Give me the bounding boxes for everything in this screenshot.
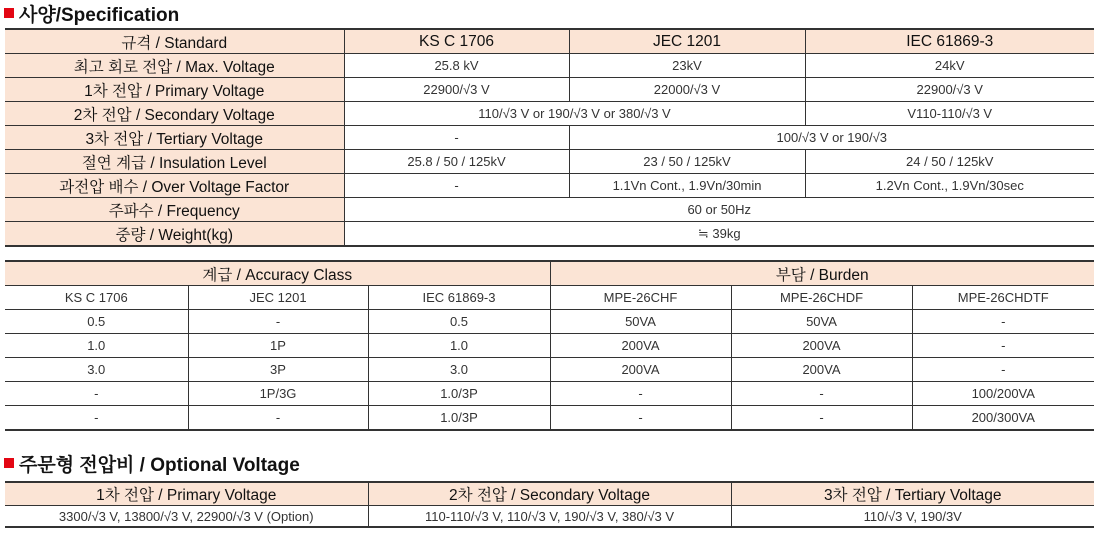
table-row — [5, 334, 1094, 358]
optional-header-row — [5, 482, 1094, 506]
optional-header-secondary: 2차 전압 / Secondary Voltage — [368, 482, 731, 506]
accuracy-cell: 200VA — [550, 358, 731, 382]
accuracy-col-header: IEC 61869-3 — [368, 286, 550, 310]
accuracy-cell: 50VA — [731, 310, 912, 334]
accuracy-col-header: JEC 1201 — [188, 286, 368, 310]
spec-cell: 25.8 kV — [344, 54, 569, 78]
accuracy-col-header: KS C 1706 — [5, 286, 188, 310]
accuracy-cell: 1.0 — [5, 334, 188, 358]
burden-header: 부담 / Burden — [550, 261, 1094, 286]
accuracy-cell: 1P — [188, 334, 368, 358]
accuracy-cell: 3.0 — [368, 358, 550, 382]
optional-header-primary: 1차 전압 / Primary Voltage — [5, 482, 368, 506]
spec-cell: - — [344, 174, 569, 198]
accuracy-cell: - — [731, 406, 912, 431]
spec-row-over-voltage-factor — [5, 174, 1094, 198]
accuracy-column-header-row — [5, 286, 1094, 310]
accuracy-cell: 200VA — [550, 334, 731, 358]
spec-row-primary-voltage — [5, 78, 1094, 102]
spec-cell: 23kV — [569, 54, 805, 78]
spec-row-label: 최고 회로 전압 / Max. Voltage — [5, 54, 344, 78]
spec-header-jec: JEC 1201 — [569, 29, 805, 54]
spec-row-weight — [5, 222, 1094, 247]
accuracy-col-header: MPE-26CHF — [550, 286, 731, 310]
spec-row-label: 절연 계급 / Insulation Level — [5, 150, 344, 174]
accuracy-cell: 200/300VA — [912, 406, 1094, 431]
spec-cell: 24kV — [805, 54, 1094, 78]
spec-cell: - — [344, 126, 569, 150]
spec-row-label: 2차 전압 / Secondary Voltage — [5, 102, 344, 126]
optional-title-text: 주문형 전압비 / Optional Voltage — [19, 454, 300, 476]
spec-table — [5, 28, 1094, 247]
table-row — [5, 310, 1094, 334]
spec-cell: 100/√3 V or 190/√3 — [569, 126, 1094, 150]
optional-cell-primary: 3300/√3 V, 13800/√3 V, 22900/√3 V (Option) — [5, 506, 368, 528]
accuracy-col-header: MPE-26CHDF — [731, 286, 912, 310]
spec-row-label: 주파수 / Frequency — [5, 198, 344, 222]
accuracy-cell: 200VA — [731, 358, 912, 382]
spec-cell: 25.8 / 50 / 125kV — [344, 150, 569, 174]
accuracy-cell: - — [5, 406, 188, 431]
spec-cell: 1.2Vn Cont., 1.9Vn/30sec — [805, 174, 1094, 198]
optional-cell-tertiary: 110/√3 V, 190/3V — [731, 506, 1094, 528]
accuracy-cell: - — [188, 406, 368, 431]
accuracy-cell: - — [731, 382, 912, 406]
accuracy-cell: - — [912, 358, 1094, 382]
optional-cell-secondary: 110-110/√3 V, 110/√3 V, 190/√3 V, 380/√3 V — [368, 506, 731, 528]
accuracy-cell: - — [912, 310, 1094, 334]
accuracy-cell: 0.5 — [368, 310, 550, 334]
accuracy-cell: - — [188, 310, 368, 334]
spec-cell: 22900/√3 V — [805, 78, 1094, 102]
spec-cell: 1.1Vn Cont., 1.9Vn/30min — [569, 174, 805, 198]
spec-row-secondary-voltage — [5, 102, 1094, 126]
accuracy-class-header: 계급 / Accuracy Class — [5, 261, 550, 286]
accuracy-cell: 0.5 — [5, 310, 188, 334]
accuracy-cell: 200VA — [731, 334, 912, 358]
spec-header-standard: 규격 / Standard — [5, 29, 344, 54]
red-square-icon — [4, 458, 14, 468]
spec-cell: V110-110/√3 V — [805, 102, 1094, 126]
spec-cell: 22000/√3 V — [569, 78, 805, 102]
spec-cell: 24 / 50 / 125kV — [805, 150, 1094, 174]
spec-section-title — [4, 0, 179, 26]
spec-cell: 22900/√3 V — [344, 78, 569, 102]
accuracy-cell: - — [5, 382, 188, 406]
accuracy-col-header: MPE-26CHDTF — [912, 286, 1094, 310]
spec-title-text: 사양/Specification — [19, 4, 180, 26]
accuracy-group-header-row — [5, 261, 1094, 286]
table-row — [5, 406, 1094, 431]
accuracy-cell: 1.0/3P — [368, 382, 550, 406]
accuracy-cell: - — [550, 382, 731, 406]
spec-header-row — [5, 29, 1094, 54]
optional-header-tertiary: 3차 전압 / Tertiary Voltage — [731, 482, 1094, 506]
optional-values-row — [5, 506, 1094, 528]
spec-row-label: 3차 전압 / Tertiary Voltage — [5, 126, 344, 150]
spec-row-max-voltage — [5, 54, 1094, 78]
accuracy-cell: - — [912, 334, 1094, 358]
spec-row-label: 과전압 배수 / Over Voltage Factor — [5, 174, 344, 198]
accuracy-cell: 1.0/3P — [368, 406, 550, 431]
accuracy-cell: 50VA — [550, 310, 731, 334]
accuracy-cell: 3P — [188, 358, 368, 382]
spec-header-iec: IEC 61869-3 — [805, 29, 1094, 54]
spec-header-ks: KS C 1706 — [344, 29, 569, 54]
spec-row-frequency — [5, 198, 1094, 222]
accuracy-cell: 3.0 — [5, 358, 188, 382]
accuracy-table — [5, 260, 1094, 431]
red-square-icon — [4, 8, 14, 18]
optional-voltage-table — [5, 481, 1094, 528]
accuracy-cell: 1.0 — [368, 334, 550, 358]
spec-row-insulation-level — [5, 150, 1094, 174]
spec-cell: 110/√3 V or 190/√3 V or 380/√3 V — [344, 102, 805, 126]
spec-row-label: 중량 / Weight(kg) — [5, 222, 344, 247]
spec-row-label: 1차 전압 / Primary Voltage — [5, 78, 344, 102]
accuracy-cell: 100/200VA — [912, 382, 1094, 406]
spec-cell: 60 or 50Hz — [344, 198, 1094, 222]
spec-row-tertiary-voltage — [5, 126, 1094, 150]
optional-section-title — [4, 450, 300, 476]
accuracy-cell: 1P/3G — [188, 382, 368, 406]
spec-cell: 23 / 50 / 125kV — [569, 150, 805, 174]
table-row — [5, 382, 1094, 406]
spec-cell: ≒ 39kg — [344, 222, 1094, 247]
accuracy-cell: - — [550, 406, 731, 431]
table-row — [5, 358, 1094, 382]
